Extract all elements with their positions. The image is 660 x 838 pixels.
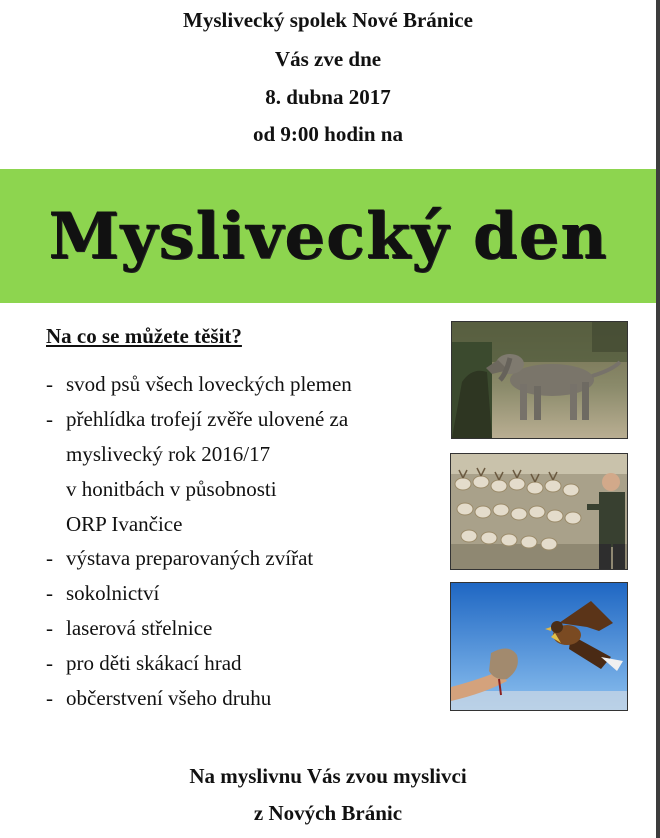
list-item-continuation: myslivecký rok 2016/17 [66, 442, 271, 466]
page-edge-rule [656, 0, 660, 838]
list-item: - pro děti skákací hrad [46, 651, 242, 675]
list-item: - laserová střelnice [46, 616, 213, 640]
hunting-dog-photo [451, 321, 628, 439]
program-heading: Na co se můžete těšit? [46, 324, 242, 348]
trophy-exhibition-photo [450, 453, 628, 570]
footer-line-1: Na myslivnu Vás zvou myslivci [189, 764, 467, 788]
invite-line: Vás zve dne [274, 47, 382, 71]
falconry-photo [450, 582, 628, 711]
list-item: - svod psů všech loveckých plemen [46, 372, 352, 396]
event-banner [0, 169, 656, 303]
list-item: - výstava preparovaných zvířat [46, 546, 314, 570]
list-item: - občerstvení všeho druhu [46, 686, 272, 710]
list-item-continuation: v honitbách v působnosti [66, 477, 277, 501]
event-title: Myslivecký den [48, 198, 608, 274]
organizer-line: Myslivecký spolek Nové Bránice [183, 8, 473, 32]
time-line: od 9:00 hodin na [253, 122, 403, 146]
list-item: - přehlídka trofejí zvěře ulovené za [46, 407, 349, 431]
date-line: 8. dubna 2017 [265, 85, 391, 109]
list-item-continuation: ORP Ivančice [66, 512, 183, 536]
footer-line-2: z Nových Bránic [253, 801, 403, 825]
list-item: - sokolnictví [46, 581, 160, 605]
